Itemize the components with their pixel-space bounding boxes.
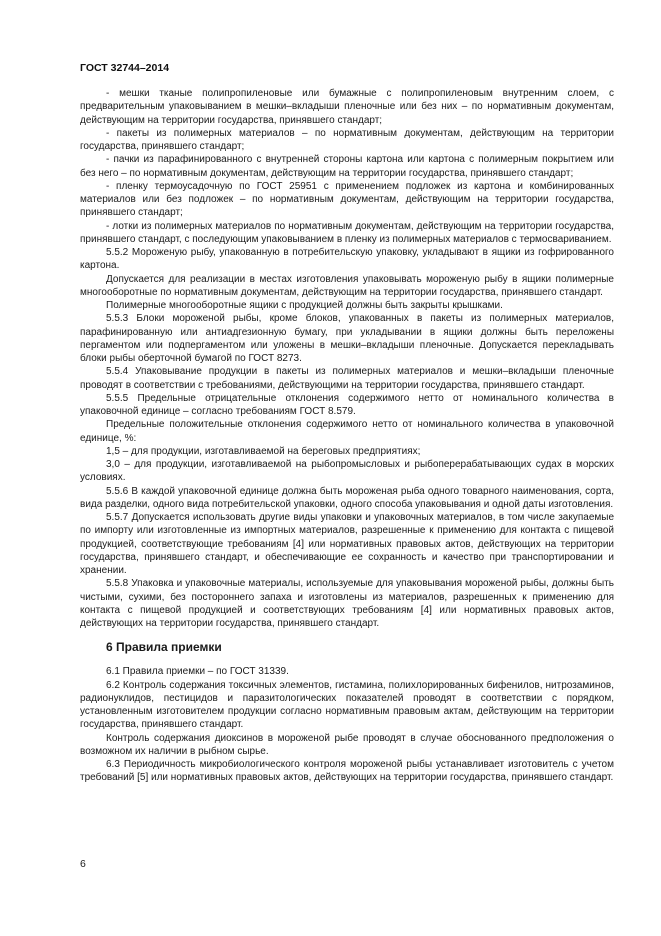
document-header: ГОСТ 32744–2014	[80, 62, 170, 74]
paragraph: Контроль содержания диоксинов в мороженой рыбе проводят в случае обоснованного предположения о возможном их наличии в рыбном сырье.	[80, 732, 614, 757]
paragraph: - лотки из полимерных материалов по нормативным документам, действующим на территории государства, принявшего стандарт, с последующим упаковыванием в пленку из полимерных материалов с термосвариванием.	[80, 220, 614, 245]
paragraph: 5.5.6 В каждой упаковочной единице должна быть мороженая рыба одного товарного наименования, сорта, вида разделки, одного вида потребительской упаковки, одного способа упаковывания и одной даты изготовления.	[80, 485, 614, 510]
paragraph: 6.2 Контроль содержания токсичных элементов, гистамина, полихлорированных бифенилов, нитрозаминов, радионуклидов, пестицидов и паразитологических показателей проводят в соответствии с порядком, установленным изготовителем продукции согласно нормативным правовым актам, действующим на территории государства, принявшего стандарт.	[80, 679, 614, 731]
paragraph: - мешки тканые полипропиленовые или бумажные с полипропиленовым внутренним слоем, с предварительным упаковыванием в мешки–вкладыши пленочные или без них – по нормативным документам, действующим на территории государства, принявшего стандарт;	[80, 88, 614, 126]
paragraph: 3,0 – для продукции, изготавливаемой на рыбопромысловых и рыбоперерабатывающих судах в морских условиях.	[80, 459, 614, 484]
page-number: 6	[80, 858, 86, 870]
paragraph: - пачки из парафинированного с внутренней стороны картона или картона с полимерным покрытием или без него – по нормативным документам, действующим на территории государства, принявшего стандарт;	[80, 154, 614, 179]
paragraph: 5.5.4 Упаковывание продукции в пакеты из полимерных материалов и мешки–вкладыши пленочные проводят в соответствии с требованиями, действующими на территории государства, принявшего стандарт.	[80, 366, 614, 391]
paragraph: 5.5.8 Упаковка и упаковочные материалы, используемые для упаковывания мороженой рыбы, должны быть чистыми, сухими, без постороннего запаха и изготовлены из материалов, разрешенных к применению для контакта с пищевой продукцией и соответствующих требованиям [4] или нормативных правовых актов, действующих на территории государства, принявшего стандарт.	[80, 578, 614, 629]
paragraph: 6.3 Периодичность микробиологического контроля мороженой рыбы устанавливает изготовитель с учетом требований [5] или нормативных правовых актов, действующих на территории государства, принявшего стандарт.	[80, 759, 614, 784]
section-title: 6 Правила приемки	[106, 640, 222, 655]
paragraph: 5.5.5 Предельные отрицательные отклонения содержимого нетто от номинального количества в упаковочной единице – согласно требованиям ГОСТ 8.579.	[80, 392, 614, 417]
paragraph: 5.5.2 Мороженую рыбу, упакованную в потребительскую упаковку, укладывают в ящики из гофрированного картона.	[80, 247, 614, 272]
paragraph: 5.5.3 Блоки мороженой рыбы, кроме блоков, упакованных в пакеты из полимерных материалов, парафинированную или антиадгезионную бумагу, при укладывании в ящики должны быть переложены пергаментом или подпергаментом или уложены в мешки–вкладыши пленочные. Допускается перекладывать блоки рыбы оберточной бумагой по ГОСТ 8273.	[80, 313, 614, 364]
paragraph: 1,5 – для продукции, изготавливаемой на береговых предприятиях;	[106, 445, 421, 457]
paragraph: - пакеты из полимерных материалов – по нормативным документам, действующим на территории государства, принявшего стандарт;	[80, 127, 614, 152]
paragraph: Предельные положительные отклонения содержимого нетто от номинального количества в упаковочной единице, %:	[80, 419, 614, 444]
paragraph: Полимерные многооборотные ящики с продукцией должны быть закрыты крышками.	[106, 300, 503, 311]
paragraph: 6.1 Правила приемки – по ГОСТ 31339.	[106, 666, 289, 678]
paragraph: - пленку термоусадочную по ГОСТ 25951 с применением подложек из картона и комбинированных материалов или без подложек – по нормативным документам, действующим на территории государства, принявшего стандарт;	[80, 180, 614, 219]
document-body	[80, 87, 614, 785]
paragraph: Допускается для реализации в местах изготовления упаковывать мороженую рыбу в ящики полимерные многооборотные по нормативным документам, действующим на территории государства, принявшего стандарт.	[80, 273, 614, 298]
paragraph: 5.5.7 Допускается использовать другие виды упаковки и упаковочных материалов, в том числе закупаемые по импорту или изготовленные из импортных материалов, разрешенные к применению для контакта с пищевой продукцией, соответствующие требованиям [4] или нормативных правовых актов, действующих на территории государства, принявшего стандарт, и обеспечивающие ее сохранность и качество при транспортировании и хранении.	[80, 512, 614, 576]
